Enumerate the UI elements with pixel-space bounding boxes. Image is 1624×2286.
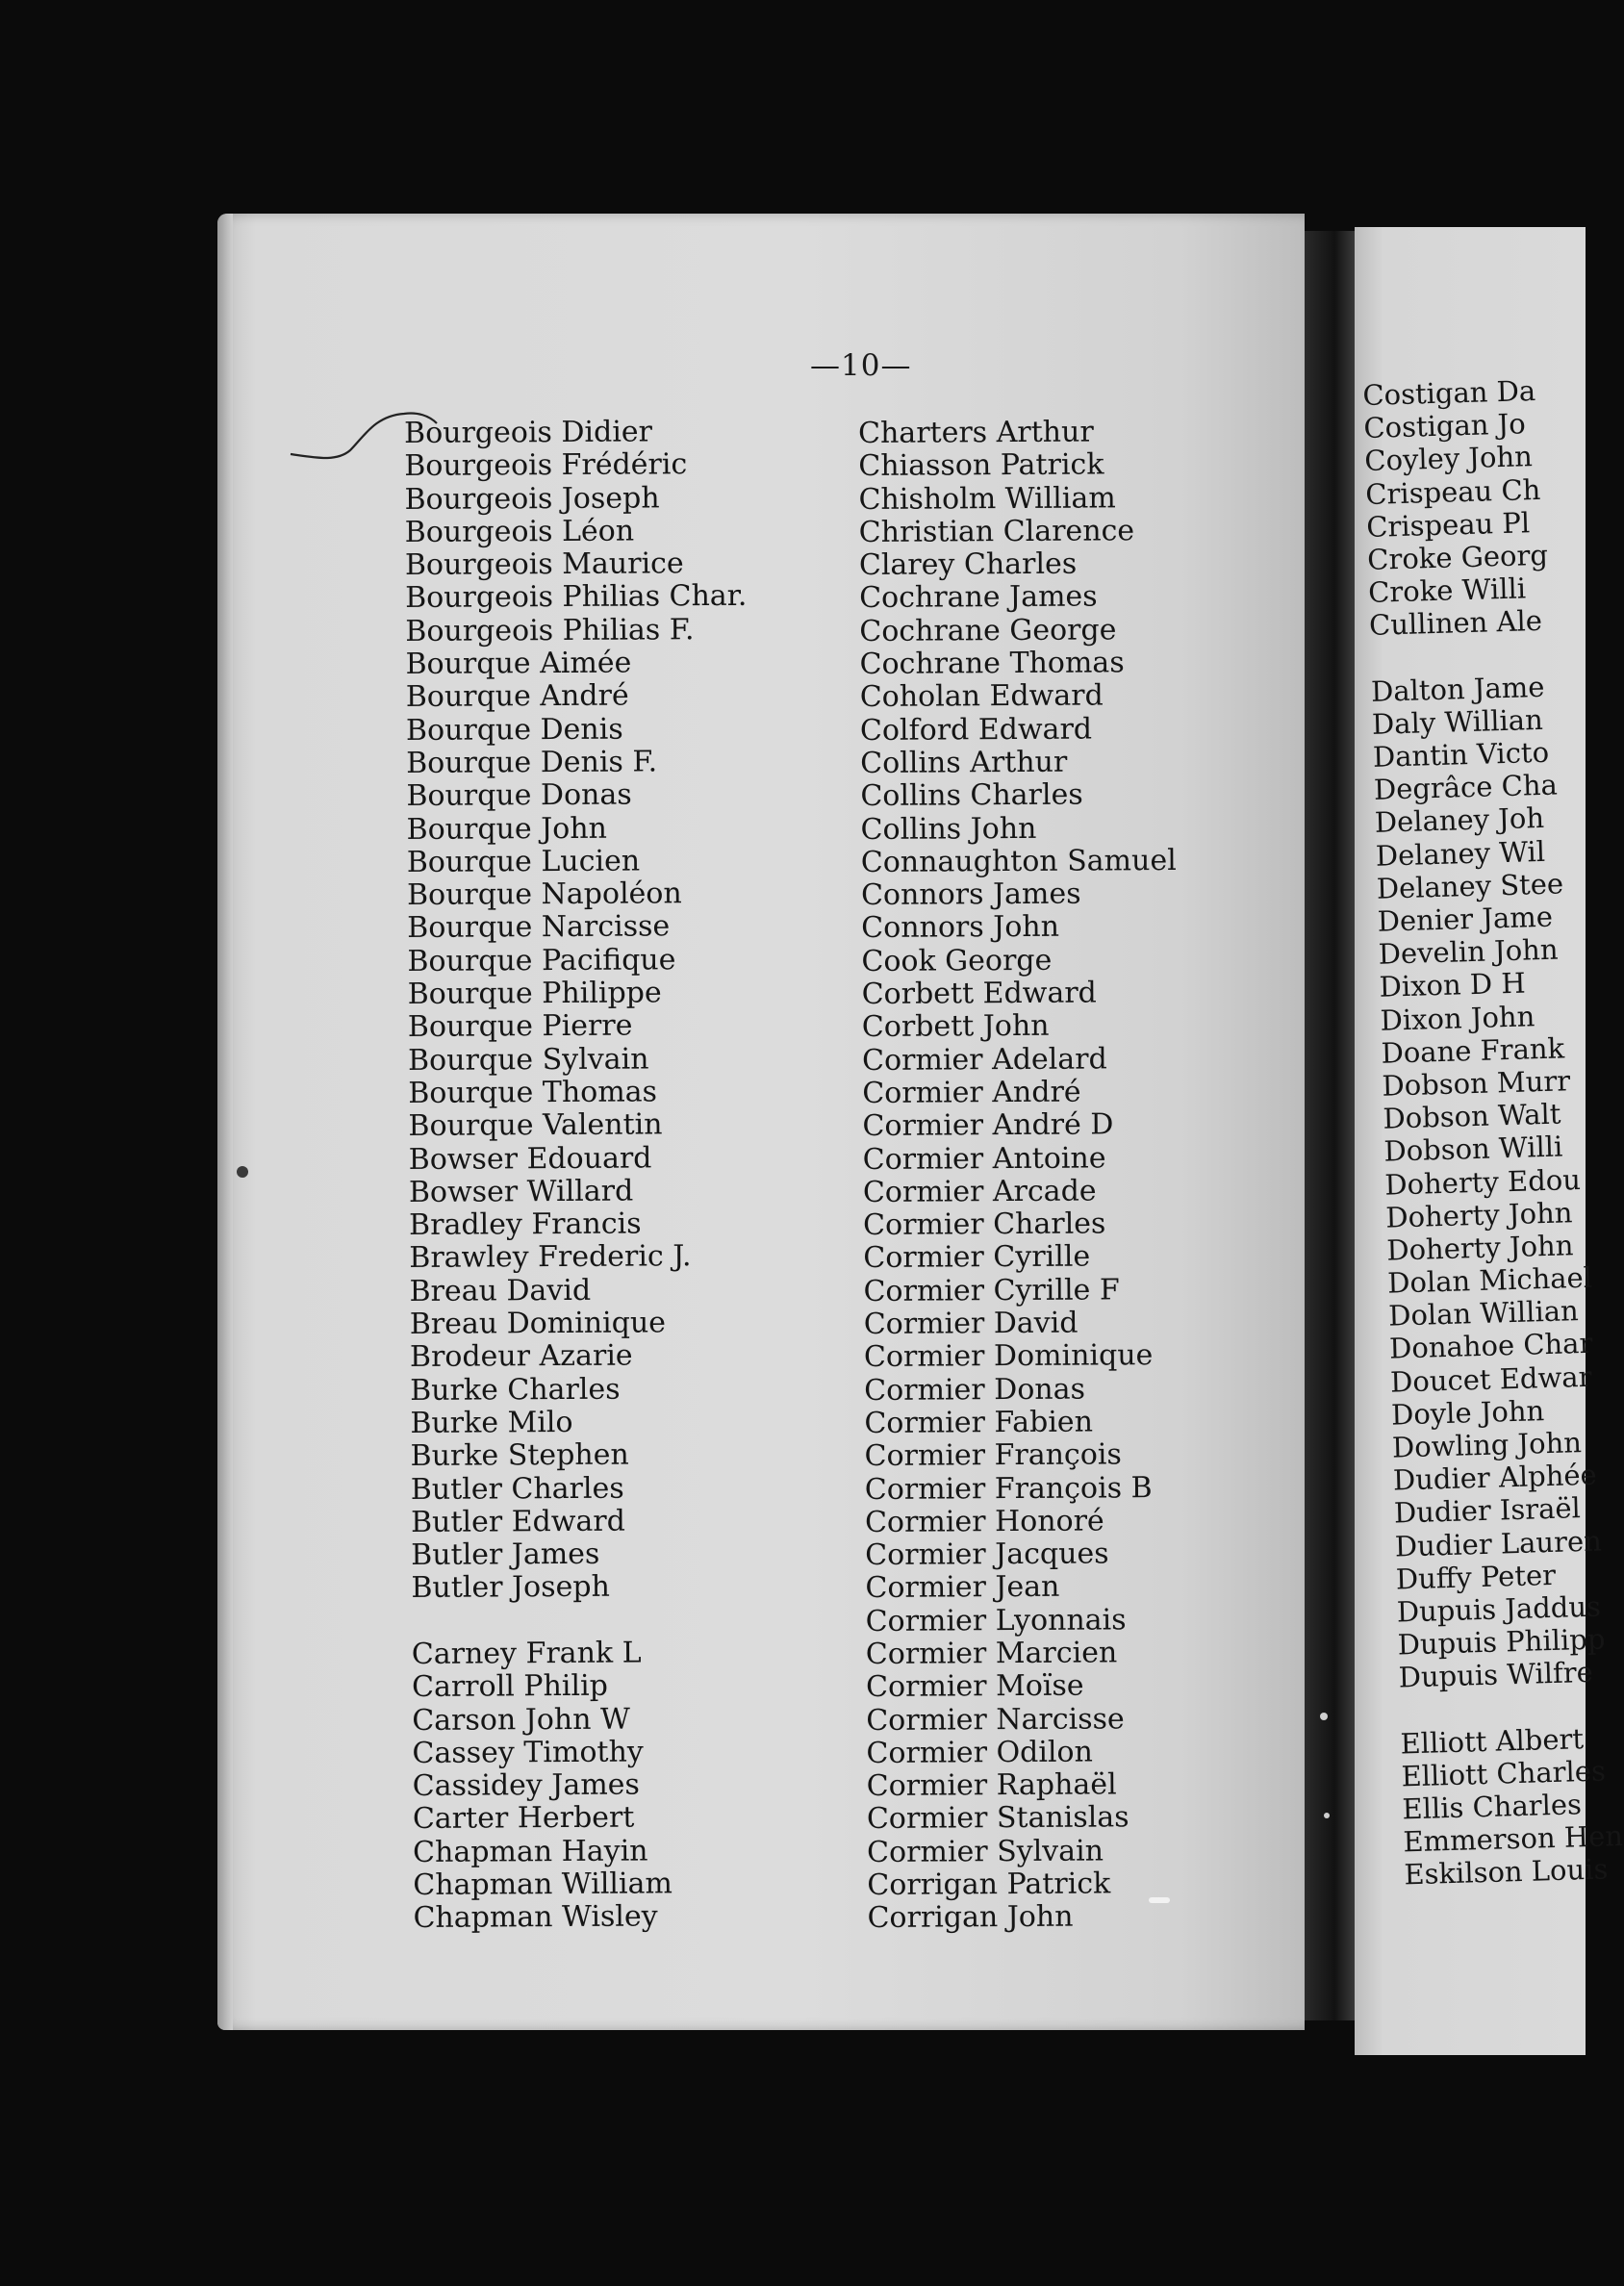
left-name-column <box>404 416 755 1936</box>
left-column-name-entry: Chapman William <box>413 1867 672 1903</box>
middle-column-name-entry: Cormier Fabien <box>864 1405 1094 1440</box>
right-page-name-entry: Dobson Willi <box>1383 1130 1563 1168</box>
left-column-name-entry: Bourque Lucien <box>406 844 641 879</box>
left-column-name-entry: Bourque Sylvain <box>407 1042 649 1078</box>
left-column-name-entry: Cassidey James <box>412 1767 640 1804</box>
right-page-name-entry: Doucet Edwar <box>1389 1359 1592 1399</box>
middle-column-name-entry: Corrigan John <box>867 1900 1074 1936</box>
right-page-name-entry: Costigan Jo <box>1362 407 1527 445</box>
middle-column-name-entry: Cormier Moïse <box>865 1668 1084 1705</box>
left-column-name-entry: Chapman Wisley <box>413 1899 658 1936</box>
film-speck <box>237 1166 248 1178</box>
middle-column-name-entry: Cormier Adelard <box>861 1042 1107 1078</box>
middle-column-name-entry: Collins Arthur <box>860 745 1068 780</box>
right-page-name-entry: Doyle John <box>1390 1393 1545 1432</box>
middle-column-name-entry: Cormier Raphaël <box>866 1767 1117 1804</box>
right-page-name-entry: Elliott Albert <box>1400 1721 1585 1761</box>
film-speck <box>1149 1897 1170 1903</box>
right-page-name-entry: Delaney Joh <box>1374 801 1545 840</box>
left-column-name-entry: Butler James <box>411 1537 600 1573</box>
book-gutter-shadow <box>1305 231 1355 2020</box>
right-page-name-entry: Dudier Alphée <box>1392 1458 1598 1497</box>
left-column-name-entry: Carroll Philip <box>411 1669 608 1705</box>
right-page-name-entry: Eskilson Louis <box>1403 1852 1609 1892</box>
middle-column-name-entry: Connaughton Samuel <box>860 843 1177 879</box>
middle-column-name-entry: Cormier Honoré <box>864 1504 1104 1539</box>
middle-column-name-entry: Charters Arthur <box>857 415 1094 450</box>
middle-column-name-entry: Cormier François B <box>864 1470 1153 1507</box>
right-page-name-entry: Croke Georg <box>1366 538 1549 576</box>
left-column-name-entry: Bourque Aimée <box>405 646 632 682</box>
left-column-name-entry: Cassey Timothy <box>412 1735 644 1770</box>
left-column-name-entry: Burke Milo <box>410 1405 573 1440</box>
right-facing-page <box>1355 227 1624 2055</box>
left-column-name-entry: Chapman Hayin <box>413 1834 648 1869</box>
middle-column-name-entry: Cochrane Thomas <box>859 646 1125 682</box>
right-page-name-entry: Dobson Murr <box>1382 1064 1571 1103</box>
middle-column-name-entry: Cormier André D <box>862 1107 1114 1144</box>
left-column-name-entry: Carson John W <box>412 1702 630 1738</box>
right-page-name-entry: Dowling John <box>1391 1426 1583 1464</box>
right-page-name-entry: Develin John <box>1378 932 1559 971</box>
left-column-name-entry: Bowser Edouard <box>408 1140 652 1177</box>
right-page-name-entry: Dixon D H <box>1379 966 1527 1004</box>
left-column-name-entry: Bourque Valentin <box>408 1107 663 1144</box>
right-page-name-entry: Dupuis Jaddus <box>1396 1589 1602 1629</box>
middle-column-name-entry: Chisholm William <box>858 480 1116 517</box>
middle-column-name-entry: Cormier Marcien <box>865 1636 1118 1671</box>
left-column-name-entry: Bourgeois Frédéric <box>404 447 688 484</box>
right-page-name-entry: Crispeau Ch <box>1364 472 1541 511</box>
left-column-name-entry: Butler Joseph <box>411 1570 610 1606</box>
left-column-name-entry: Bourque Pacifique <box>407 943 676 978</box>
middle-column-name-entry: Cormier Jacques <box>865 1537 1109 1573</box>
middle-column-name-entry: Cormier François <box>864 1437 1122 1474</box>
right-page-name-entry: Daly Willian <box>1371 702 1544 741</box>
middle-column-name-entry: Cormier André <box>862 1075 1081 1110</box>
middle-column-name-entry: Cochrane James <box>859 579 1098 616</box>
middle-column-name-entry: Collins John <box>860 811 1037 847</box>
left-column-name-entry: Breau Dominique <box>409 1306 667 1341</box>
page-number: —10— <box>810 348 912 383</box>
middle-column-name-entry: Cormier Lyonnais <box>865 1603 1127 1638</box>
left-column-name-entry: Bradley Francis <box>409 1206 642 1243</box>
right-page-name-entry: Emmerson Hen <box>1403 1819 1624 1859</box>
right-page-name-entry: Cullinen Ale <box>1368 604 1543 643</box>
middle-column-name-entry: Cormier David <box>863 1306 1078 1341</box>
right-page-name-entry: Dupuis Wilfre <box>1398 1656 1594 1694</box>
left-column-name-entry: Bourque Philippe <box>407 976 662 1012</box>
middle-column-name-entry: Cormier Charles <box>863 1206 1106 1243</box>
right-page-name-column <box>1362 373 1624 1892</box>
middle-column-name-entry: Colford Edward <box>859 712 1093 748</box>
middle-column-name-entry: Coholan Edward <box>859 678 1104 715</box>
middle-column-name-entry: Connors John <box>861 910 1060 946</box>
right-page-name-entry: Doherty John <box>1385 1229 1574 1267</box>
middle-column-name-entry: Cormier Donas <box>864 1372 1086 1408</box>
left-column-name-entry: Bourgeois Maurice <box>404 546 684 583</box>
left-column-name-entry: Brodeur Azarie <box>409 1338 633 1375</box>
right-page-name-entry: Denier Jame <box>1377 900 1554 938</box>
middle-column-name-entry: Connors James <box>860 876 1081 913</box>
middle-column-name-entry: Corbett Edward <box>861 976 1097 1012</box>
middle-column-name-entry: Corbett John <box>861 1009 1050 1045</box>
left-column-name-entry: Bourgeois Joseph <box>404 480 660 517</box>
middle-column-name-entry: Clarey Charles <box>858 546 1078 583</box>
left-column-name-entry: Bourgeois Philias Char. <box>405 579 748 616</box>
right-page-name-entry: Doherty Edou <box>1383 1162 1582 1202</box>
right-page-name-entry: Degrâce Cha <box>1373 768 1559 807</box>
left-column-name-entry: Butler Edward <box>410 1504 625 1539</box>
middle-column-name-entry: Cormier Sylvain <box>867 1834 1104 1869</box>
right-page-name-entry: Dixon John <box>1380 999 1535 1037</box>
middle-column-name-entry: Collins Charles <box>860 777 1083 814</box>
middle-column-name-entry: Cochrane George <box>859 613 1117 648</box>
right-page-name-entry: Dupuis Philipp <box>1397 1622 1606 1662</box>
left-column-name-entry: Carter Herbert <box>412 1801 635 1837</box>
left-column-name-entry: Butler Charles <box>410 1471 624 1507</box>
left-column-name-entry: Burke Charles <box>410 1372 621 1408</box>
left-column-name-entry: Bourque Denis F. <box>406 745 658 780</box>
right-page-name-entry: Dantin Victo <box>1372 735 1550 774</box>
film-speck <box>1324 1813 1330 1818</box>
left-column-name-entry: Bourque Napoléon <box>406 876 682 913</box>
right-page-name-entry: Donahoe Char <box>1388 1327 1593 1366</box>
right-page-name-entry: Elliott Charles <box>1401 1754 1607 1793</box>
right-page-name-entry: Dudier Israël <box>1393 1491 1582 1530</box>
middle-column-name-entry: Cormier Arcade <box>862 1174 1097 1209</box>
middle-column-name-entry: Cormier Cyrille <box>863 1239 1091 1276</box>
left-column-name-entry: Bourque Thomas <box>408 1075 658 1110</box>
middle-column-name-entry: Cormier Antoine <box>862 1140 1106 1177</box>
right-page-name-entry: Ellis Charles <box>1402 1788 1583 1826</box>
left-column-name-entry: Bourque John <box>406 811 608 847</box>
middle-column-name-entry: Cormier Stanislas <box>866 1800 1129 1837</box>
right-page-name-entry: Dalton Jame <box>1370 670 1545 708</box>
left-column-name-entry: Carney Frank L <box>411 1636 642 1671</box>
middle-column-name-entry: Corrigan Patrick <box>867 1867 1111 1903</box>
right-page-name-entry: Croke Willi <box>1367 572 1527 610</box>
right-page-name-entry: Costigan Da <box>1362 373 1536 412</box>
middle-column-name-entry: Cormier Jean <box>865 1570 1060 1606</box>
middle-name-column <box>858 416 1183 1936</box>
middle-column-name-entry: Cook George <box>861 943 1053 978</box>
right-page-name-entry: Delaney Wil <box>1375 834 1546 873</box>
left-column-name-entry: Bourgeois Didier <box>403 415 653 450</box>
right-page-name-entry: Delaney Stee <box>1376 867 1564 905</box>
left-column-name-entry: Bourque Pierre <box>407 1008 633 1045</box>
middle-column-name-entry: Cormier Dominique <box>863 1338 1154 1375</box>
right-page-name-entry: Crispeau Pl <box>1365 505 1531 544</box>
right-page-name-entry: Doane Frank <box>1381 1031 1565 1070</box>
right-page-name-entry: Dobson Walt <box>1383 1097 1561 1135</box>
left-column-name-entry: Bowser Willard <box>408 1174 634 1209</box>
left-column-name-entry: Bourgeois Philias F. <box>405 612 695 648</box>
left-column-section-gap <box>412 1603 753 1638</box>
middle-column-name-entry: Christian Clarence <box>858 514 1135 549</box>
right-page-name-entry: Duffy Peter <box>1395 1558 1557 1596</box>
middle-column-name-entry: Cormier Odilon <box>866 1735 1093 1770</box>
right-page-name-entry: Dolan Michael <box>1386 1260 1593 1300</box>
left-column-name-entry: Breau David <box>409 1273 592 1308</box>
left-column-name-entry: Bourque André <box>405 678 629 715</box>
left-column-name-entry: Bourque Donas <box>406 777 632 814</box>
middle-column-name-entry: Chiasson Patrick <box>858 447 1104 484</box>
right-page-name-entry: Dolan Willian <box>1387 1294 1580 1333</box>
left-column-name-entry: Brawley Frederic J. <box>409 1239 692 1276</box>
left-column-name-entry: Bourgeois Léon <box>404 514 635 549</box>
film-speck <box>1320 1713 1328 1720</box>
right-page-name-entry: Coyley John <box>1363 440 1534 478</box>
middle-column-name-entry: Cormier Narcisse <box>866 1701 1125 1738</box>
right-page-name-entry: Doherty John <box>1384 1195 1573 1234</box>
page-edge <box>217 214 233 2030</box>
left-column-name-entry: Bourque Denis <box>405 712 623 748</box>
right-page-name-entry: Dudier Lauren <box>1394 1524 1603 1563</box>
left-column-name-entry: Bourque Narcisse <box>407 909 671 946</box>
middle-column-name-entry: Cormier Cyrille F <box>863 1273 1120 1308</box>
left-column-name-entry: Burke Stephen <box>410 1437 629 1474</box>
